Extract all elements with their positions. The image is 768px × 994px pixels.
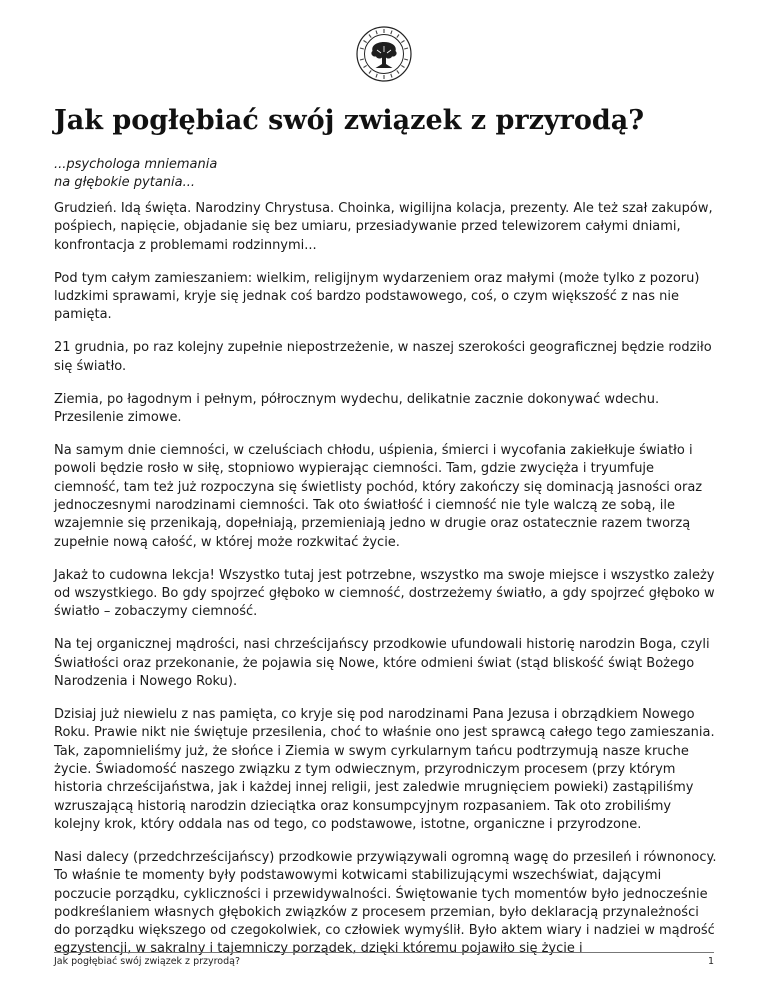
page-number: 1 [707, 956, 714, 967]
footer-title: Jak pogłębiać swój związek z przyrodą? [54, 956, 241, 967]
paragraph: Dzisiaj już niewielu z nas pamięta, co kryje się pod narodzinami Pana Jezusa i obrządkiem Nowego Roku. Prawie nikt nie świętuje przesilenia, choć to właśnie ono jest sprawcą całego tego zamieszania. Tak, zapomnieliśmy już, że słońce i Ziemia w swym cyrkularnym tańcu podtrzymują nasze kruche życie. Świadomość naszego związku z tym odwiecznym, przyrodniczym procesem (przy którym historia chrześcijaństwa, jak i każdej innej religii, jest zaledwie mrugnięciem powieki) zastąpiliśmy wzruszającą historią narodzin dzieciątka oraz konsumpcyjnym rozpasaniem. Tak oto zrobiliśmy kolejny krok, który oddala nas od tego, co podstawowe, istotne, organiczne i przyrodzone. [54, 707, 715, 832]
subtitle-line: na głębokie pytania... [54, 175, 196, 190]
paragraph: Nasi dalecy (przedchrześcijańscy) przodkowie przywiązywali ogromną wagę do przesileń i równonocy. To właśnie te momenty były podstawowymi kotwicami stabilizującymi wszechświat, dającymi poczucie porządku, cykliczności i przewidywalności. Świętowanie tych momentów było jednocześnie podkreślaniem własnych głębokich związków z procesem przemian, było deklaracją przynależności do porządku większego od czegokolwiek, co człowiek wymyślił. Było aktem wiary i nadziei w mądrość egzystencji, w sakralny i tajemniczy porządek, dzięki któremu pojawiło się życie i [54, 849, 717, 957]
document-body [54, 200, 719, 974]
paragraph: Na tej organicznej mądrości, nasi chrześcijańscy przodkowie ufundowali historię narodzin Boga, czyli Światłości oraz przekonanie, że pojawia się Nowe, które odmieni świat (stąd bliskość świąt Bożego Narodzenia i Nowego Roku). [54, 637, 710, 690]
paragraph: Na samym dnie ciemności, w czeluściach chłodu, uśpienia, śmierci i wycofania zakiełkuje światło i powoli będzie rosło w siłę, stopniowo wypierając ciemności. Tam, gdzie zwycięża i tryumfuje ciemność, tam też już rozpoczyna się świetlisty pochód, który zakończy się dominacją jasności oraz jednoczesnymi narodzinami ciemności. Tak oto światłość i ciemność nie tyle walczą ze sobą, ile wzajemnie się przenikają, dopełniają, przemieniają jedno w drugie oraz ostatecznie razem tworzą zupełnie nową całość, w której może rozkwitać życie. [54, 443, 703, 550]
paragraph: Grudzień. Idą święta. Narodziny Chrystusa. Choinka, wigilijna kolacja, prezenty. Ale też szał zakupów, pośpiech, napięcie, objadanie się bez umiaru, przesiadywanie przed telewizorem całymi dniami, konfrontacja z problemami rodzinnymi... [54, 201, 713, 253]
paragraph: Pod tym całym zamieszaniem: wielkim, religijnym wydarzeniem oraz małymi (może tylko z pozoru) ludzkimi sprawami, kryje się jednak coś bardzo podstawowego, coś, o czym większość z nas nie pamięta. [54, 270, 700, 323]
document-subtitle [54, 156, 714, 192]
paragraph: Jakaż to cudowna lekcja! Wszystko tutaj jest potrzebne, wszystko ma swoje miejsce i wszystko zależy od wszystkiego. Bo gdy spojrzeć głęboko w ciemność, dostrzeżemy światło, a gdy spojrzeć głęboko w światło – zobaczymy ciemność. [54, 567, 715, 620]
subtitle-line: ...psychologa mniemania [54, 157, 218, 172]
document-title: Jak pogłębiać swój związek z przyrodą? [54, 105, 645, 136]
paragraph: Ziemia, po łagodnym i pełnym, półrocznym wydechu, delikatnie zacznie dokonywać wdechu. Przesilenie zimowe. [54, 391, 660, 426]
tree-seal-icon [356, 26, 412, 82]
footer-divider [54, 952, 714, 953]
paragraph: 21 grudnia, po raz kolejny zupełnie niepostrzeżenie, w naszej szerokości geograficznej będzie rodziło się światło. [54, 340, 712, 374]
